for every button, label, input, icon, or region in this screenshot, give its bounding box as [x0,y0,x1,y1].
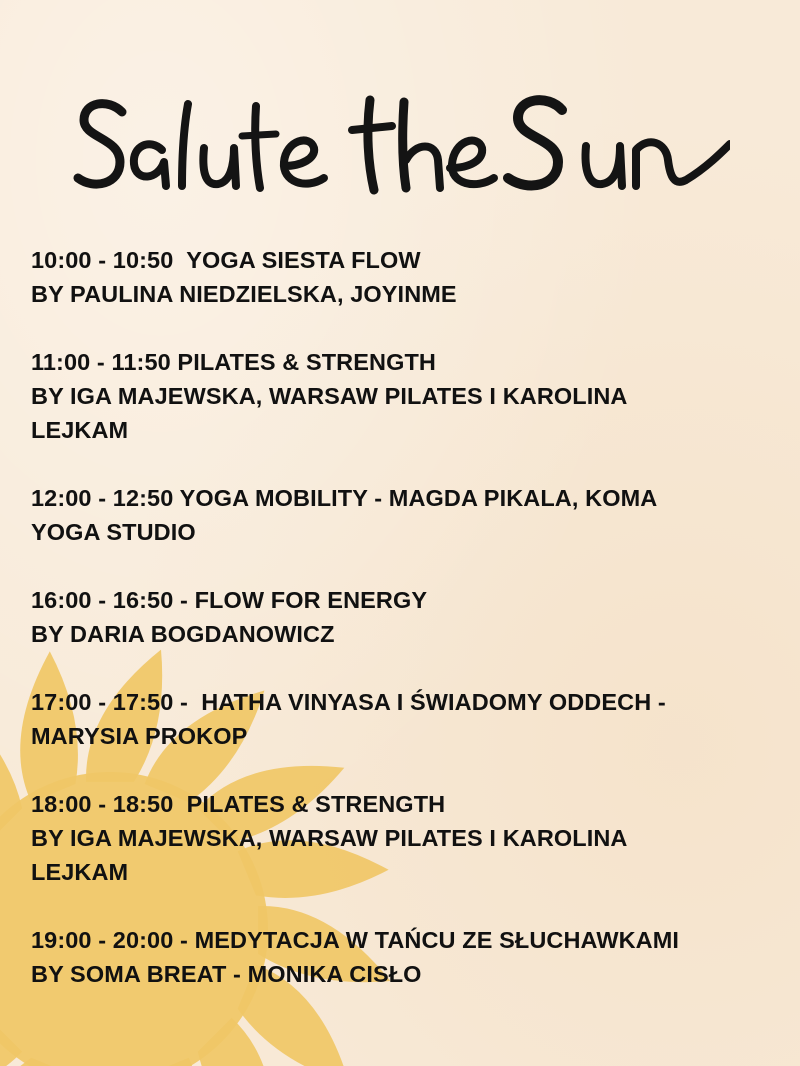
schedule-entry [31,923,679,991]
entry-instructor-cont: LEJKAM [31,859,129,885]
schedule-entry [31,685,666,753]
schedule-entry [31,345,628,447]
title-lettering [70,86,730,206]
schedule-entry [31,481,657,549]
entry-time-title: 12:00 - 12:50 YOGA MOBILITY - MAGDA PIKALA, KOMA [31,485,658,511]
page-title [70,86,730,206]
entry-instructor: BY PAULINA NIEDZIELSKA, JOYINME [31,281,457,307]
entry-instructor: BY IGA MAJEWSKA, WARSAW PILATES I KAROLINA [31,825,628,851]
entry-time-title: 10:00 - 10:50 YOGA SIESTA FLOW [31,247,421,273]
entry-instructor: MARYSIA PROKOP [31,723,248,749]
entry-instructor: BY SOMA BREAT - MONIKA CISŁO [31,961,422,987]
schedule-entry [31,787,628,889]
entry-instructor-cont: YOGA STUDIO [31,519,196,545]
entry-time-title: 16:00 - 16:50 - FLOW FOR ENERGY [31,587,428,613]
schedule-entry [31,243,457,311]
entry-instructor-cont: LEJKAM [31,417,129,443]
entry-time-title: 18:00 - 18:50 PILATES & STRENGTH [31,791,446,817]
entry-time-title: 11:00 - 11:50 PILATES & STRENGTH [31,349,436,375]
schedule-entry [31,583,427,651]
entry-instructor: BY IGA MAJEWSKA, WARSAW PILATES I KAROLINA [31,383,628,409]
entry-time-title: 19:00 - 20:00 - MEDYTACJA W TAŃCU ZE SŁUCHAWKAMI [31,927,680,953]
entry-time-title: 17:00 - 17:50 - HATHA VINYASA I ŚWIADOMY ODDECH - [31,689,666,715]
entry-instructor: BY DARIA BOGDANOWICZ [31,621,335,647]
